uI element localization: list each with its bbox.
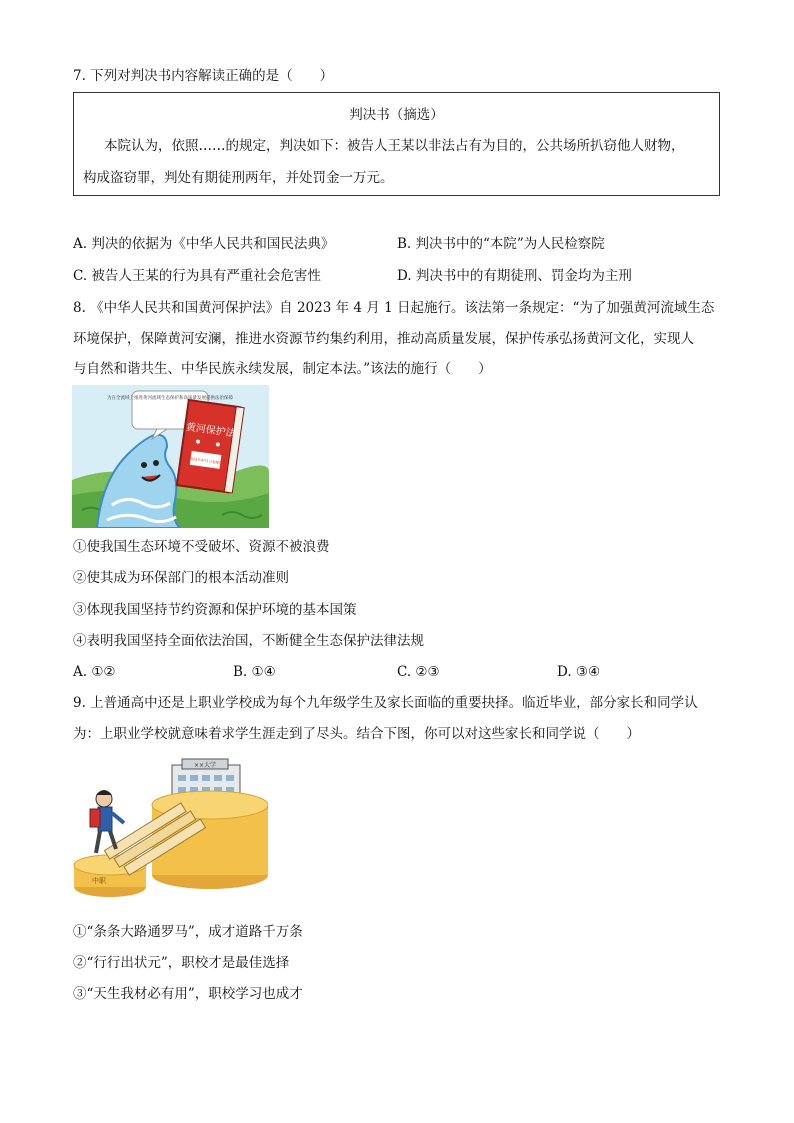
judgment-line-2: 构成盗窃罪，判处有期徒刑两年，并处罚金一万元。 (83, 170, 394, 186)
q7-option-c: C. 被告人王某的行为具有严重社会危害性 (73, 268, 321, 284)
q8-option-a: A. ①② (73, 664, 116, 680)
q8-statement-2: ②使其成为环保部门的根本活动准则 (73, 570, 289, 586)
q7-option-b: B. 判决书中的“本院”为人民检察院 (397, 236, 605, 252)
q8-stem-line-3: 与自然和谐共生、中华民族永续发展，制定本法。”该法的施行（ ） (73, 361, 492, 377)
q8-statement-3: ③体现我国坚持节约资源和保护环境的基本国策 (73, 602, 357, 618)
q9-statement-1: ①“条条大路通罗马”，成才道路千万条 (73, 924, 303, 940)
book-sub: 2023年4月1日起施行 (188, 456, 223, 466)
q7-option-a: A. 判决的依据为《中华人民共和国民法典》 (73, 236, 335, 252)
q9-stem-line-2: 为：上职业学校就意味着求学生涯走到了尽头。结合下图，你可以对这些家长和同学说（ ） (73, 726, 640, 742)
judgment-box (73, 92, 720, 196)
q9-statement-2: ②“行行出状元”，职校才是最佳选择 (73, 955, 290, 971)
q8-stem-line-2: 环境保护，保障黄河安澜，推进水资源节约集约利用，推动高质量发展，保护传承弘扬黄河文化，实现人 (73, 331, 694, 347)
yellow-river-law-cartoon (72, 385, 269, 528)
q8-statement-4: ④表明我国坚持全面依法治国，不断健全生态保护法律法规 (73, 633, 424, 649)
bubble-text: 为在全流域上推进黄河流域生态保护和高质量发展提供法治保障 (107, 396, 233, 401)
q8-option-b: B. ①④ (233, 664, 276, 680)
building-label: ××大学 (193, 762, 217, 769)
q8-option-d: D. ③④ (557, 664, 601, 680)
judgment-title: 判决书（摘选） (349, 107, 444, 123)
q7-option-d: D. 判决书中的有期徒刑、罚金均为主刑 (397, 268, 632, 284)
q8-statement-1: ①使我国生态环境不受破坏、资源不被浪费 (73, 539, 330, 555)
q9-statement-3: ③“天生我材必有用”，职校学习也成才 (73, 986, 303, 1002)
q8-option-c: C. ②③ (397, 664, 440, 680)
judgment-line-1: 本院认为，依照……的规定，判决如下：被告人王某以非法占有为目的，公共场所扒窃他人财物， (104, 138, 685, 154)
q7-stem: 7. 下列对判决书内容解读正确的是（ ） (73, 68, 334, 84)
book-title: 黄河保护法 (185, 421, 237, 440)
base-label: 中职 (92, 877, 106, 885)
career-path-cartoon (72, 757, 268, 907)
q8-stem-line-1: 8. 《中华人民共和国黄河保护法》自 2023 年 4 月 1 日起施行。该法第一条规定：“为了加强黄河流域生态 (73, 300, 715, 316)
q9-stem-line-1: 9. 上普通高中还是上职业学校成为每个九年级学生及家长面临的重要抉择。临近毕业，部分家长和同学认 (73, 695, 698, 711)
